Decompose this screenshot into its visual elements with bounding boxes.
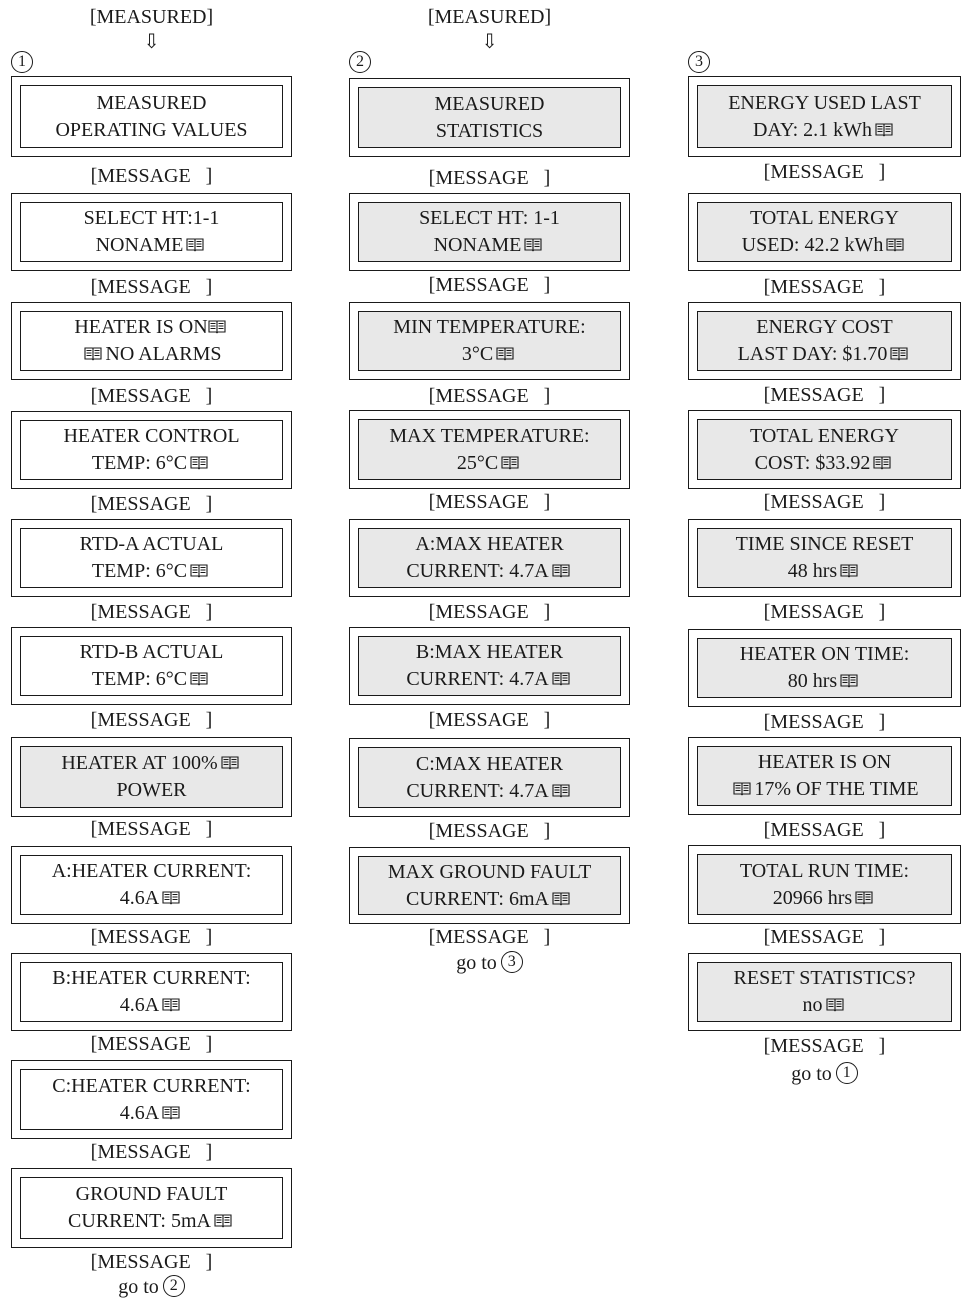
goto-text: go to [791,1063,832,1085]
display-line-2-wrap [462,341,517,368]
goto-reference [688,1062,961,1086]
message-key-label: [MESSAGE ] [90,818,213,840]
display-line-1: MIN TEMPERATURE: [393,316,586,338]
display-line-1: RTD-B ACTUAL [79,641,224,663]
display-box [349,410,630,489]
display-screen [358,311,621,371]
message-key-label: [MESSAGE ] [428,709,551,731]
display-box [349,738,630,817]
step-marker-1: 1 [11,51,33,73]
measured-key-label: [MEASURED] [427,6,552,28]
message-key-label: [MESSAGE ] [763,384,886,406]
display-line-2-wrap [406,666,572,693]
display-screen [20,1069,283,1130]
message-key-label: [MESSAGE ] [763,819,886,841]
display-line-2-wrap [755,450,895,477]
display-line-1: RESET STATISTICS? [733,967,916,989]
display-screen [20,420,283,480]
book-icon [890,346,908,361]
message-key-label: [MESSAGE ] [763,926,886,948]
book-icon [733,781,751,796]
display-line-2: 3°C [461,343,494,365]
message-key-label: [MESSAGE ] [90,1251,213,1273]
display-line-2: CURRENT: 6mA [406,887,549,910]
message-key-label: [MESSAGE ] [90,385,213,407]
goto-reference [349,951,630,975]
display-box [349,847,630,924]
message-key-label: [MESSAGE ] [90,709,213,731]
display-box [688,76,961,157]
display-box [11,627,292,705]
display-screen [697,962,952,1022]
step-marker-1-ref: 1 [836,1062,858,1084]
book-icon [190,455,208,470]
display-box [688,629,961,707]
display-line-1-wrap [74,314,228,341]
display-line-2: TEMP: 6°C [91,560,188,582]
display-line-2-wrap [81,341,221,368]
display-line-1: TOTAL ENERGY [750,424,899,447]
display-line-2-wrap [457,450,522,477]
display-line-1: C:HEATER CURRENT: [52,1074,251,1097]
display-line-2-wrap [788,668,861,695]
book-icon [186,237,204,252]
book-icon [162,997,180,1012]
book-icon [826,997,844,1012]
book-icon [855,890,873,905]
display-screen [697,528,952,588]
message-key-label: [MESSAGE ] [428,274,551,296]
display-line-1: SELECT HT: 1-1 [419,207,560,229]
column-energy-statistics [688,0,961,1302]
display-screen [697,202,952,262]
display-line-2-wrap [120,885,183,912]
display-line-2-wrap [434,232,546,259]
message-key-label: [MESSAGE ] [90,926,213,948]
display-line-2: 17% OF THE TIME [754,778,919,800]
display-line-2: TEMP: 6°C [91,668,188,690]
display-box [688,737,961,815]
display-box [11,1168,292,1248]
book-icon [552,891,570,906]
book-icon [496,346,514,361]
display-line-2-wrap [92,450,211,477]
message-key-label: [MESSAGE ] [428,385,551,407]
book-icon [221,755,239,770]
display-screen [20,636,283,696]
message-key-label: [MESSAGE ] [428,601,551,623]
display-screen [697,85,952,148]
display-line-2: 4.6A [119,887,160,909]
display-line-2-wrap [96,232,208,259]
display-screen [358,87,621,148]
display-box [688,845,961,924]
display-screen [697,311,952,371]
display-line-2: POWER [116,779,187,801]
display-line-2-wrap [120,992,183,1019]
display-screen [697,854,952,915]
display-line-2-wrap [92,666,211,693]
goto-text: go to [456,952,497,974]
display-screen [20,311,283,371]
display-line-1: MEASURED [434,92,545,115]
message-key-label: [MESSAGE ] [763,1035,886,1057]
display-line-2: NONAME [433,234,522,256]
message-key-label: [MESSAGE ] [90,276,213,298]
display-line-1: HEATER CONTROL [63,425,240,447]
display-line-1: B:MAX HEATER [415,641,564,663]
display-box [349,193,630,271]
display-line-1: RTD-A ACTUAL [79,533,224,555]
display-box [11,302,292,380]
display-line-2-wrap [803,992,847,1019]
display-box [11,737,292,817]
display-box [11,76,292,157]
display-line-1: A:MAX HEATER [415,533,564,555]
message-key-label: [MESSAGE ] [428,167,551,189]
display-box [11,953,292,1031]
display-line-1: HEATER AT 100% [61,752,218,774]
step-marker-3: 3 [688,51,710,73]
display-line-2-wrap [406,886,573,913]
display-line-2-wrap [406,558,572,585]
display-line-2: CURRENT: 5mA [68,1210,211,1232]
display-line-2-wrap [730,776,918,803]
display-line-2: USED: 42.2 kWh [741,234,884,256]
display-line-1: B:HEATER CURRENT: [52,967,251,989]
message-key-label: [MESSAGE ] [428,491,551,513]
message-key-label: [MESSAGE ] [428,926,551,948]
display-line-1: TOTAL ENERGY [750,207,899,229]
display-box [349,627,630,705]
display-screen [358,202,621,262]
display-box [11,411,292,489]
display-line-1-wrap [61,750,241,777]
display-screen [20,746,283,808]
display-box [688,302,961,380]
book-icon [875,122,893,137]
display-line-2: STATISTICS [435,119,544,142]
message-key-label: [MESSAGE ] [90,1033,213,1055]
display-line-2-wrap [738,341,912,368]
display-screen [358,856,621,915]
display-line-2: NONAME [95,234,184,256]
display-screen [697,746,952,806]
display-line-1: ENERGY COST [756,316,893,338]
book-icon [208,319,226,334]
book-icon [886,237,904,252]
display-line-2-wrap [406,778,572,805]
message-key-label: [MESSAGE ] [90,1141,213,1163]
book-icon [190,563,208,578]
measured-key-label: [MEASURED] [89,6,214,28]
display-line-2: 4.6A [119,1101,160,1124]
display-line-2-wrap [92,558,211,585]
book-icon [190,671,208,686]
display-line-1: C:MAX HEATER [415,752,564,775]
book-icon [840,563,858,578]
display-screen [20,962,283,1022]
display-box [11,193,292,271]
display-line-2-wrap [788,558,861,585]
display-line-2: CURRENT: 4.7A [406,668,549,690]
message-key-label: [MESSAGE ] [763,491,886,513]
step-marker-2-ref: 2 [163,1275,185,1297]
column-measured-operating-values [11,0,292,1302]
display-box [688,193,961,271]
message-key-label: [MESSAGE ] [763,711,886,733]
book-icon [214,1213,232,1228]
display-box [688,519,961,597]
display-line-1: MAX GROUND FAULT [387,860,592,883]
display-line-2: CURRENT: 4.7A [406,779,549,802]
down-arrow-icon: ⇩ [143,31,160,53]
book-icon [524,237,542,252]
display-line-1: HEATER IS ON [74,316,208,338]
display-line-2: CURRENT: 4.7A [406,560,549,582]
display-line-2: 48 hrs [787,560,838,582]
display-line-2: OPERATING VALUES [55,118,248,141]
display-box [349,519,630,597]
display-box [349,302,630,380]
display-box [349,78,630,157]
display-line-1: MAX TEMPERATURE: [389,424,590,447]
display-line-2: DAY: 2.1 kWh [752,118,873,141]
display-screen [697,638,952,698]
display-line-1: MEASURED [96,91,207,114]
display-box [11,846,292,924]
display-line-2-wrap [773,885,876,912]
display-screen [358,419,621,480]
message-key-label: [MESSAGE ] [763,276,886,298]
step-marker-2: 2 [349,51,371,73]
display-line-2: LAST DAY: $1.70 [737,343,888,365]
message-key-label: [MESSAGE ] [763,161,886,183]
display-line-1: TOTAL RUN TIME: [739,859,910,882]
column-measured-statistics [349,0,630,1302]
display-screen [20,528,283,588]
book-icon [84,346,102,361]
display-line-1: ENERGY USED LAST [728,91,921,114]
book-icon [873,455,891,470]
display-screen [20,202,283,262]
message-key-label: [MESSAGE ] [90,165,213,187]
book-icon [162,1105,180,1120]
display-line-2-wrap [68,1208,235,1235]
display-line-1: TIME SINCE RESET [735,533,914,555]
display-box [688,953,961,1031]
display-line-2-wrap [753,117,896,144]
display-line-2: NO ALARMS [105,343,222,365]
display-line-1: SELECT HT:1-1 [83,207,220,229]
display-screen [358,528,621,588]
display-box [11,519,292,597]
display-line-2-wrap [120,1100,183,1127]
display-line-2: 25°C [456,451,499,474]
display-screen [697,419,952,480]
book-icon [552,563,570,578]
display-line-2: 20966 hrs [772,886,853,909]
book-icon [552,671,570,686]
down-arrow-icon: ⇩ [481,31,498,53]
display-screen [358,747,621,808]
display-line-1: HEATER ON TIME: [739,643,910,665]
display-line-2: 80 hrs [787,670,838,692]
display-line-2: no [802,994,823,1016]
display-line-2: TEMP: 6°C [91,452,188,474]
book-icon [501,455,519,470]
display-line-1: HEATER IS ON [757,751,892,773]
display-box [688,410,961,489]
display-line-1: A:HEATER CURRENT: [51,860,252,882]
book-icon [840,673,858,688]
display-line-2-wrap [742,232,908,259]
goto-reference [11,1275,292,1299]
display-line-1: GROUND FAULT [75,1183,228,1205]
display-screen [20,85,283,148]
display-line-2: COST: $33.92 [754,451,871,474]
message-key-label: [MESSAGE ] [428,820,551,842]
display-line-2: 4.6A [119,994,160,1016]
display-screen [20,1177,283,1239]
display-screen [20,855,283,915]
goto-text: go to [118,1276,159,1298]
book-icon [552,783,570,798]
book-icon [162,890,180,905]
message-key-label: [MESSAGE ] [763,601,886,623]
display-screen [358,636,621,696]
message-key-label: [MESSAGE ] [90,493,213,515]
display-box [11,1060,292,1139]
step-marker-3-ref: 3 [501,951,523,973]
message-key-label: [MESSAGE ] [90,601,213,623]
